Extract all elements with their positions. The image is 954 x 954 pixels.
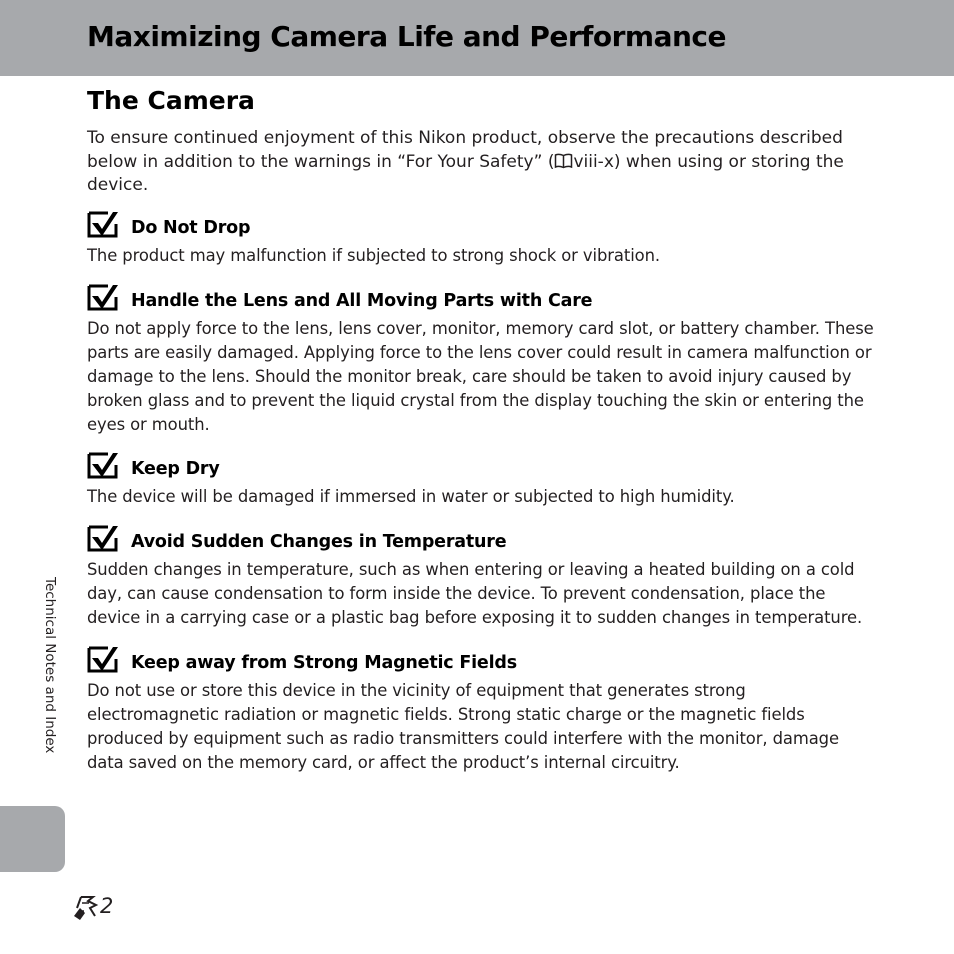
item-title: Avoid Sudden Changes in Temperature — [131, 532, 507, 552]
intro-text-end: viii-x) when using or storing the device. — [87, 151, 844, 195]
section-heading: The Camera — [87, 86, 255, 115]
page-number-text: 2 — [100, 894, 114, 918]
precaution-item-do-not-drop — [87, 211, 877, 268]
item-body: Sudden changes in temperature, such as when entering or leaving a heated building on a cold day, can cause condensation to form inside the device. To prevent condensation, place the device in a carrying case or a plastic bag before exposing it to sudden changes in temperature. — [87, 560, 863, 627]
item-body: The product may malfunction if subjected to strong shock or vibration. — [87, 246, 660, 265]
check-icon — [87, 284, 118, 311]
intro-text-start: To ensure continued enjoyment of this Nikon product, observe the precautions described below in addition to the warnings in “For Your Safety” ( — [87, 128, 843, 172]
precaution-item-temperature — [87, 525, 877, 630]
technical-notes-icon — [72, 894, 102, 922]
precaution-item-handle-lens — [87, 284, 877, 437]
intro-paragraph — [87, 127, 867, 198]
book-reference-icon — [554, 153, 573, 169]
precaution-item-magnetic — [87, 646, 877, 775]
item-body: Do not apply force to the lens, lens cover, monitor, memory card slot, or battery chamber. These parts are easily damaged. Applying force to the lens cover could result in camera malfunction or damage to the lens. Should the monitor break, care should be taken to avoid injury caused by broken glass and to prevent the liquid crystal from the display touching the skin or entering the eyes or mouth. — [87, 319, 874, 434]
side-section-label: Technical Notes and Index — [42, 577, 58, 754]
item-title: Keep away from Strong Magnetic Fields — [131, 653, 517, 673]
precaution-item-keep-dry — [87, 452, 877, 509]
item-title: Do Not Drop — [131, 218, 251, 238]
check-icon — [87, 211, 118, 238]
item-body: Do not use or store this device in the vicinity of equipment that generates strong electromagnetic radiation or magnetic fields. Strong static charge or the magnetic fields produced by equipment such as radio transmitters could interfere with the monitor, damage data saved on the memory card, or affect the product’s internal circuitry. — [87, 681, 839, 772]
item-body: The device will be damaged if immersed in water or subjected to high humidity. — [87, 487, 735, 506]
item-title: Keep Dry — [131, 459, 220, 479]
check-icon — [87, 452, 118, 479]
item-title: Handle the Lens and All Moving Parts with Care — [131, 291, 593, 311]
page-title: Maximizing Camera Life and Performance — [87, 20, 726, 53]
check-icon — [87, 646, 118, 673]
side-section-tab[interactable] — [0, 806, 65, 872]
check-icon — [87, 525, 118, 552]
